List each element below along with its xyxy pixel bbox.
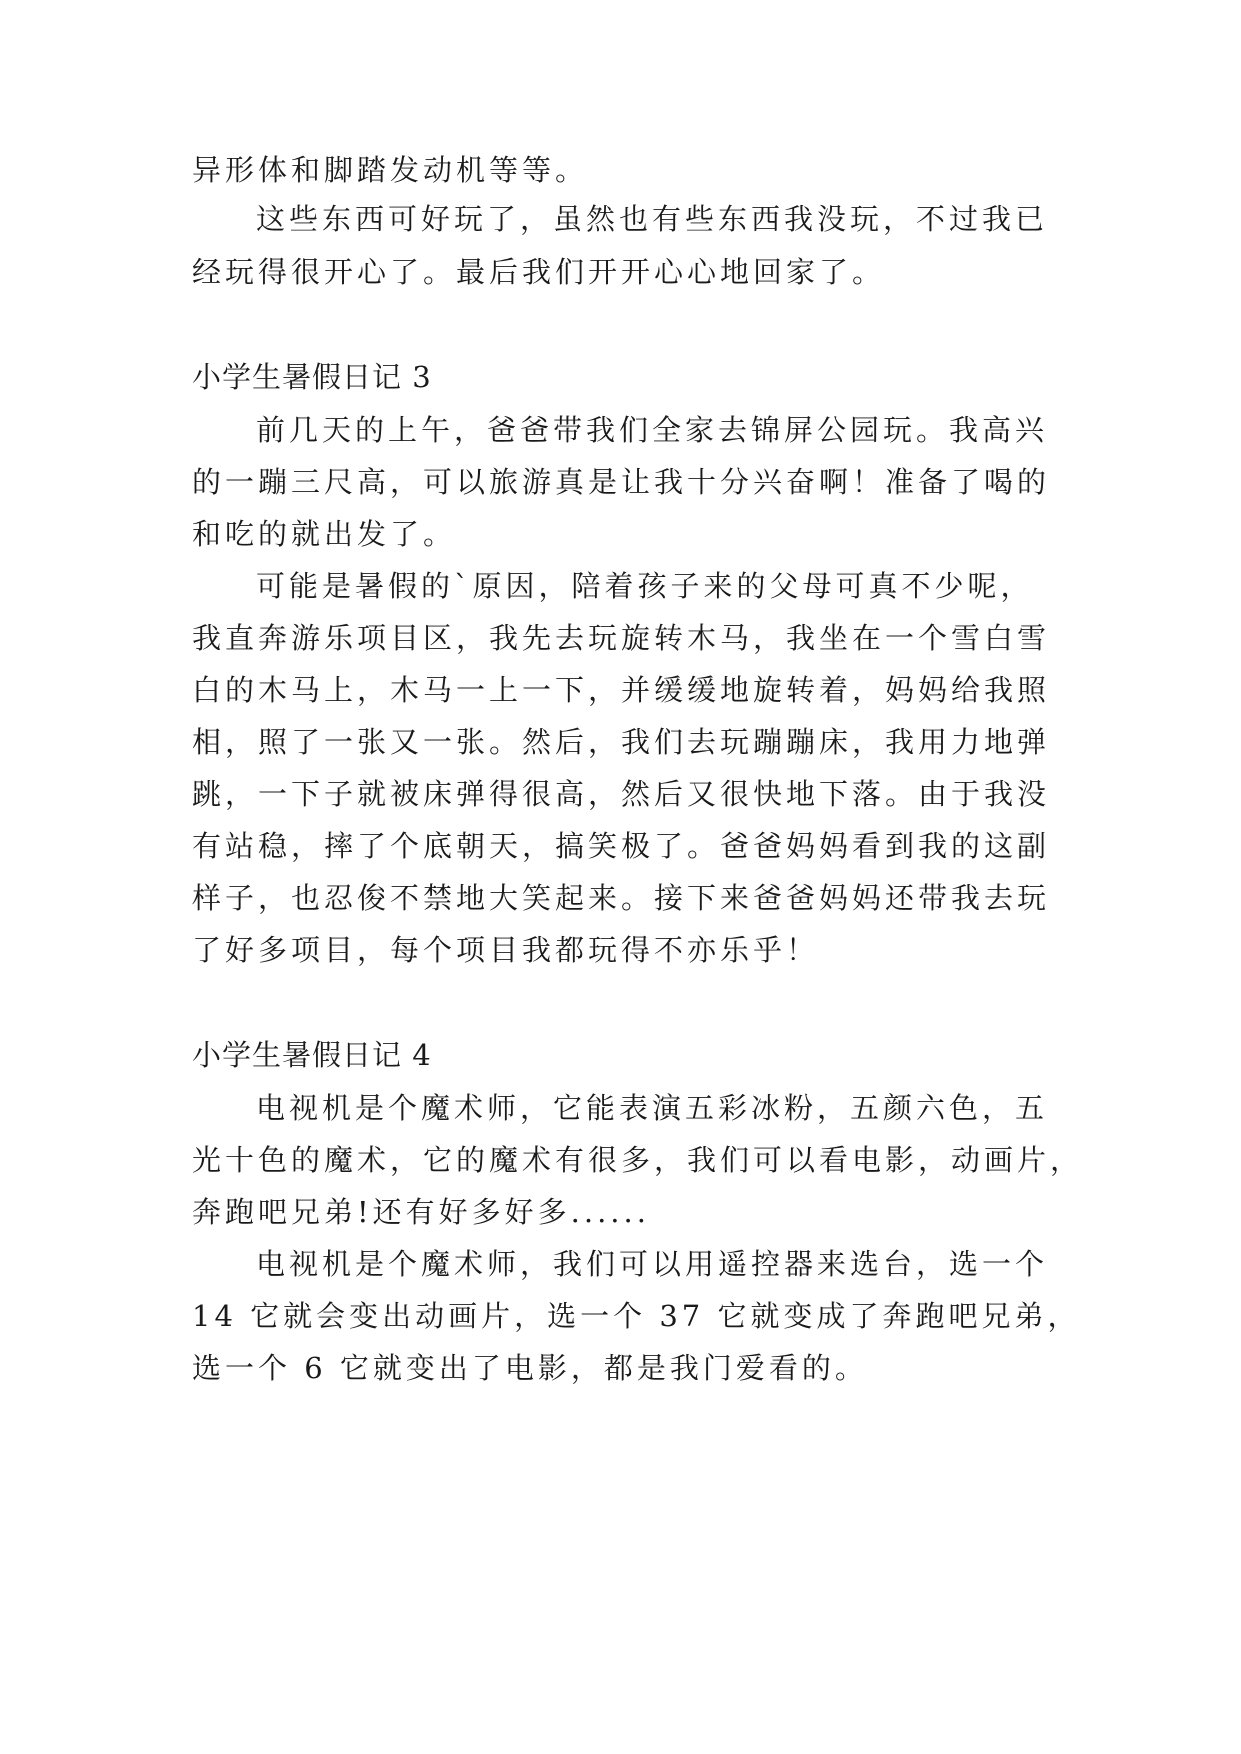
section-3-paragraph-line: 可能是暑假的`原因，陪着孩子来的父母可真不少呢， [256, 569, 1034, 603]
section-3-paragraph-line: 的一蹦三尺高，可以旅游真是让我十分兴奋啊！准备了喝的 [192, 465, 1051, 499]
section-3-paragraph-line: 相，照了一张又一张。然后，我们去玩蹦蹦床，我用力地弹 [192, 725, 1051, 759]
section-4-title: 小学生暑假日记 4 [192, 1038, 432, 1072]
section-4-paragraph-line: 奔跑吧兄弟!还有好多好多...... [192, 1195, 650, 1229]
section-4-paragraph-line: 光十色的魔术，它的魔术有很多，我们可以看电影，动画片， [192, 1143, 1084, 1177]
section-4-paragraph-line: 14 它就会变出动画片，选一个 37 它就变成了奔跑吧兄弟， [192, 1299, 1081, 1333]
section-3-paragraph-line: 和吃的就出发了。 [192, 517, 457, 551]
section-3-paragraph-line: 我直奔游乐项目区，我先去玩旋转木马，我坐在一个雪白雪 [192, 621, 1051, 655]
section-3-title: 小学生暑假日记 3 [192, 360, 432, 394]
section-4-paragraph-line: 电视机是个魔术师，它能表演五彩冰粉，五颜六色，五 [256, 1091, 1049, 1125]
section-4-paragraph-line: 电视机是个魔术师，我们可以用遥控器来选台，选一个 [256, 1247, 1049, 1281]
intro-paragraph-line: 这些东西可好玩了，虽然也有些东西我没玩，不过我已 [256, 202, 1049, 236]
section-3-paragraph-line: 样子，也忍俊不禁地大笑起来。接下来爸爸妈妈还带我去玩 [192, 881, 1051, 915]
intro-tail-line: 异形体和脚踏发动机等等。 [192, 153, 589, 187]
section-3-paragraph-line: 有站稳，摔了个底朝天，搞笑极了。爸爸妈妈看到我的这副 [192, 829, 1051, 863]
section-4-paragraph-line: 选一个 6 它就变出了电影，都是我门爱看的。 [192, 1351, 868, 1385]
section-3-paragraph-line: 跳，一下子就被床弹得很高，然后又很快地下落。由于我没 [192, 777, 1051, 811]
section-3-paragraph-line: 白的木马上，木马一上一下，并缓缓地旋转着，妈妈给我照 [192, 673, 1051, 707]
section-3-paragraph-line: 了好多项目，每个项目我都玩得不亦乐乎！ [192, 933, 820, 967]
section-3-paragraph-line: 前几天的上午，爸爸带我们全家去锦屏公园玩。我高兴 [256, 413, 1049, 447]
intro-paragraph-line: 经玩得很开心了。最后我们开开心心地回家了。 [192, 255, 886, 289]
